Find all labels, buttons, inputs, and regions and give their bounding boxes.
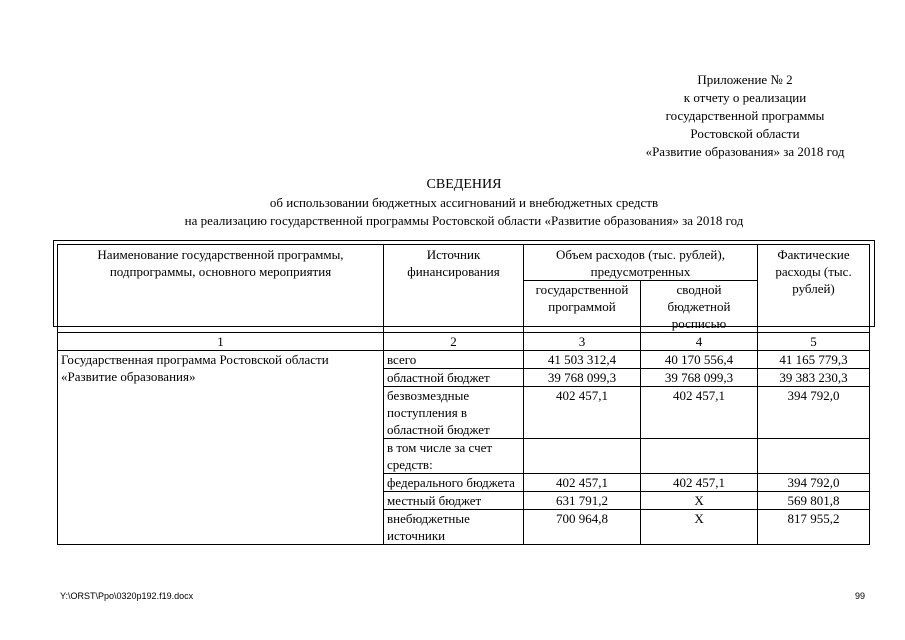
source-cell: всего	[384, 351, 524, 369]
planned-program-cell: 39 768 099,3	[524, 369, 641, 387]
document-subtitle-line1: об использовании бюджетных ассигнований и внебюджетных средств	[269, 195, 659, 210]
header-state-program: государственной программой	[524, 281, 641, 333]
planned-program-cell: 402 457,1	[524, 474, 641, 492]
column-number: 2	[384, 333, 524, 351]
planned-program-cell: 402 457,1	[524, 387, 641, 439]
actual-cell	[758, 439, 870, 474]
planned-schedule-cell: 40 170 556,4	[641, 351, 758, 369]
planned-program-cell: 631 791,2	[524, 492, 641, 510]
header-budget-schedule: сводной бюджетной росписью	[641, 281, 758, 333]
column-number-row	[58, 333, 870, 351]
header-funding-source: Источник финансирования	[384, 245, 524, 333]
document-heading	[60, 176, 868, 230]
source-cell: внебюджетные источники	[384, 510, 524, 545]
header-planned-expenses: Объем расходов (тыс. рублей), предусмотренных	[524, 245, 758, 281]
column-number: 3	[524, 333, 641, 351]
program-name-cell: Государственная программа Ростовской области «Развитие образования»	[58, 351, 384, 545]
header-actual-expenses: Фактические расходы (тыс. рублей)	[758, 245, 870, 333]
source-cell: безвозмездные поступления в областной бюджет	[384, 387, 524, 439]
appendix-block	[600, 71, 890, 161]
table-row	[58, 351, 870, 369]
appendix-line: «Развитие образования» за 2018 год	[645, 144, 845, 159]
header-program-name: Наименование государственной программы, подпрограммы, основного мероприятия	[58, 245, 384, 333]
planned-schedule-cell: 39 768 099,3	[641, 369, 758, 387]
document-subtitle-line2: на реализацию государственной программы Ростовской области «Развитие образования» за 2018 год	[184, 213, 744, 228]
appendix-line: Ростовской области	[690, 126, 800, 141]
planned-schedule-cell: 402 457,1	[641, 387, 758, 439]
actual-cell: 39 383 230,3	[758, 369, 870, 387]
actual-cell: 394 792,0	[758, 387, 870, 439]
footer-file-path: Y:\ORST\Ppo\0320p192.f19.docx	[60, 591, 194, 601]
document-title: СВЕДЕНИЯ	[426, 177, 502, 192]
column-number: 4	[641, 333, 758, 351]
expenditure-table	[57, 244, 870, 545]
appendix-line: к отчету о реализации	[683, 90, 807, 105]
appendix-line: Приложение № 2	[697, 72, 793, 87]
planned-schedule-cell	[641, 439, 758, 474]
planned-schedule-cell: Х	[641, 492, 758, 510]
column-number: 1	[58, 333, 384, 351]
planned-schedule-cell: Х	[641, 510, 758, 545]
actual-cell: 817 955,2	[758, 510, 870, 545]
source-cell: в том числе за счет средств:	[384, 439, 524, 474]
actual-cell: 41 165 779,3	[758, 351, 870, 369]
source-cell: местный бюджет	[384, 492, 524, 510]
planned-program-cell	[524, 439, 641, 474]
planned-schedule-cell: 402 457,1	[641, 474, 758, 492]
planned-program-cell: 41 503 312,4	[524, 351, 641, 369]
table-header-row	[58, 245, 870, 281]
planned-program-cell: 700 964,8	[524, 510, 641, 545]
column-number: 5	[758, 333, 870, 351]
source-cell: федерального бюджета	[384, 474, 524, 492]
page-number: 99	[854, 591, 865, 601]
actual-cell: 569 801,8	[758, 492, 870, 510]
appendix-line: государственной программы	[665, 108, 825, 123]
source-cell: областной бюджет	[384, 369, 524, 387]
actual-cell: 394 792,0	[758, 474, 870, 492]
